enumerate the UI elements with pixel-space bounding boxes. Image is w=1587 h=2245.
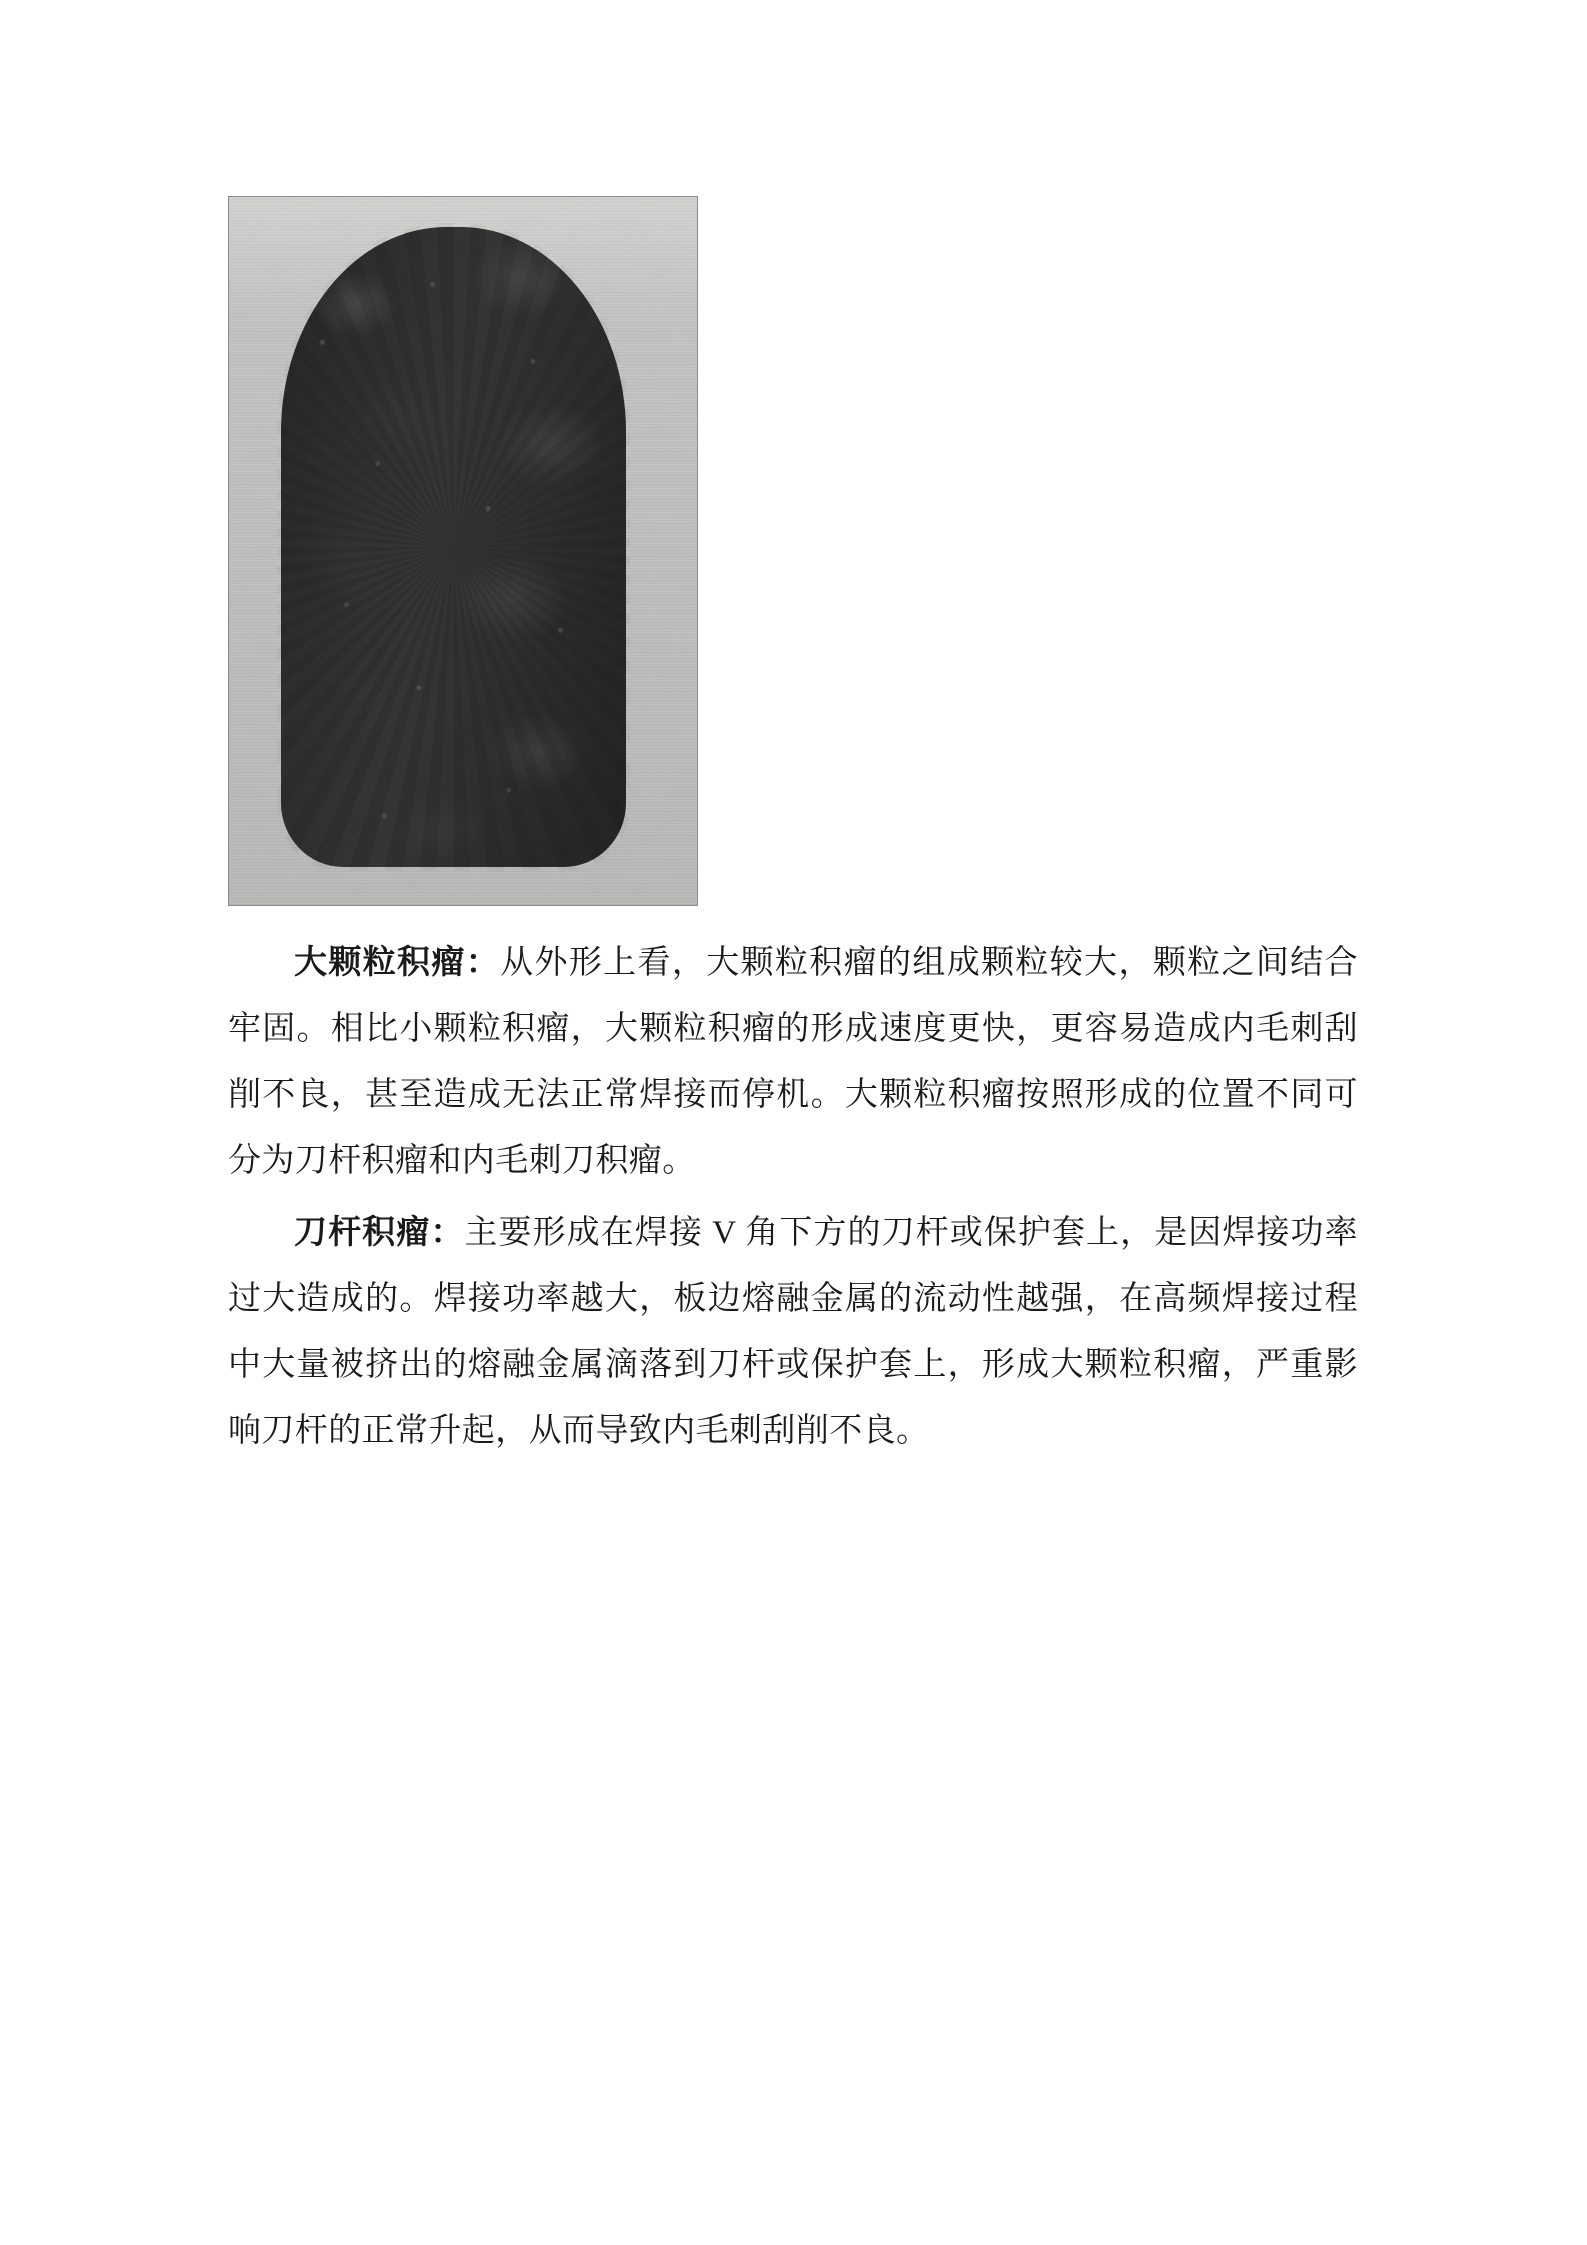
paragraph-large-particle [228, 930, 1358, 1194]
paragraph-lead-tool-bar: 刀杆积瘤： [294, 1215, 465, 1251]
paragraph-tool-bar [228, 1200, 1358, 1464]
paragraph-lead-large-particle: 大颗粒积瘤： [294, 945, 501, 981]
page-content [228, 196, 1358, 1466]
specimen-silhouette [281, 227, 626, 867]
welding-bead-buildup-photo [228, 196, 698, 906]
figure-block [228, 196, 1358, 906]
paragraph-body-tool-bar: 主要形成在焊接 V 角下方的刀杆或保护套上，是因焊接功率过大造成的。焊接功率越大，板边熔融金属的流动性越强，在高频焊接过程中大量被挤出的熔融金属滴落到刀杆或保护套上，形成大颗粒积瘤，严重影响刀杆的正常升起，从而导致内毛刺刮削不良。 [228, 1215, 1359, 1449]
paragraph-body-large-particle: 从外形上看，大颗粒积瘤的组成颗粒较大，颗粒之间结合牢固。相比小颗粒积瘤，大颗粒积瘤的形成速度更快，更容易造成内毛刺刮削不良，甚至造成无法正常焊接而停机。大颗粒积瘤按照形成的位置不同可分为刀杆积瘤和内毛刺刀积瘤。 [228, 945, 1358, 1179]
photo-background [229, 197, 697, 905]
